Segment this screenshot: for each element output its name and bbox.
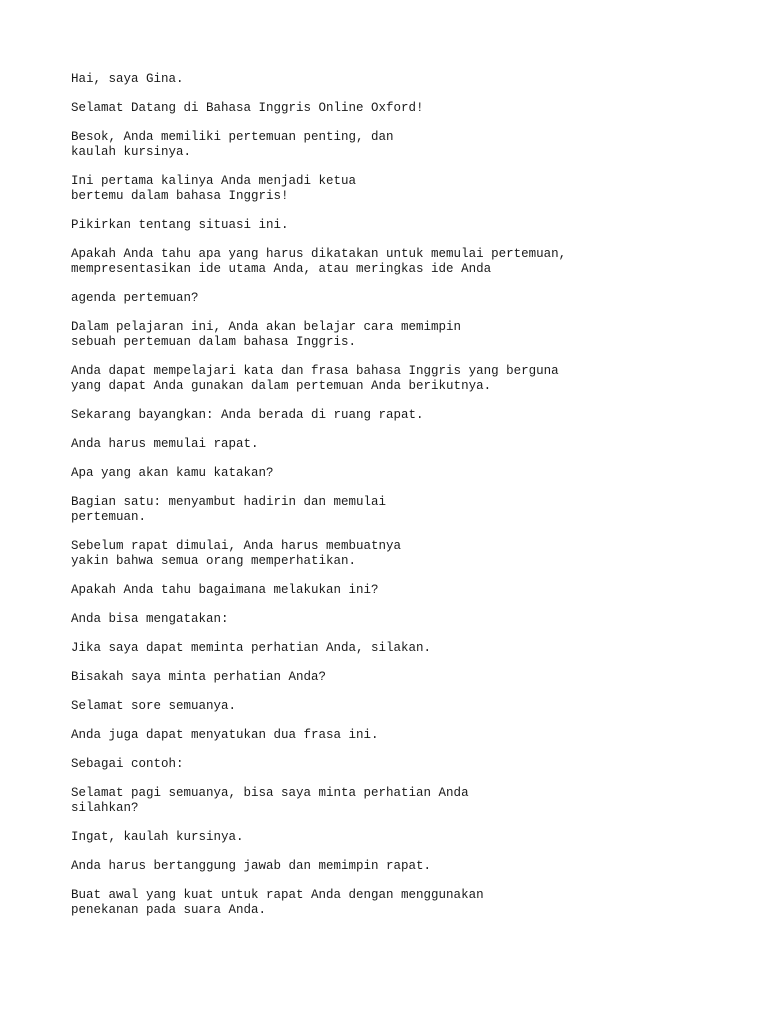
paragraph: Selamat sore semuanya. (71, 699, 237, 713)
paragraph: Ingat, kaulah kursinya. (71, 830, 244, 844)
paragraph: Sekarang bayangkan: Anda berada di ruang rapat. (71, 408, 424, 422)
paragraph: Ini pertama kalinya Anda menjadi ketua bertemu dalam bahasa Inggris! (71, 174, 357, 203)
paragraph: Anda bisa mengatakan: (71, 612, 229, 626)
paragraph: Bagian satu: menyambut hadirin dan memulai pertemuan. (71, 495, 387, 524)
paragraph: Selamat pagi semuanya, bisa saya minta perhatian Anda silahkan? (71, 786, 469, 815)
paragraph: Apakah Anda tahu bagaimana melakukan ini? (71, 583, 379, 597)
paragraph: Bisakah saya minta perhatian Anda? (71, 670, 327, 684)
paragraph: Buat awal yang kuat untuk rapat Anda dengan menggunakan penekanan pada suara Anda. (71, 888, 484, 917)
document-text-body (71, 72, 731, 932)
paragraph: Pikirkan tentang situasi ini. (71, 218, 289, 232)
paragraph: Anda harus bertanggung jawab dan memimpin rapat. (71, 859, 432, 873)
paragraph: Besok, Anda memiliki pertemuan penting, dan kaulah kursinya. (71, 130, 394, 159)
paragraph: Anda harus memulai rapat. (71, 437, 259, 451)
paragraph: agenda pertemuan? (71, 291, 199, 305)
paragraph: Anda juga dapat menyatukan dua frasa ini. (71, 728, 379, 742)
paragraph: Hai, saya Gina. (71, 72, 184, 86)
paragraph: Apakah Anda tahu apa yang harus dikatakan untuk memulai pertemuan, mempresentasikan ide utama Anda, atau meringkas ide Anda (71, 247, 567, 276)
paragraph: Anda dapat mempelajari kata dan frasa bahasa Inggris yang berguna yang dapat Anda gunakan dalam pertemuan Anda berikutnya. (71, 364, 559, 393)
paragraph: Selamat Datang di Bahasa Inggris Online Oxford! (71, 101, 424, 115)
paragraph: Dalam pelajaran ini, Anda akan belajar cara memimpin sebuah pertemuan dalam bahasa Inggris. (71, 320, 462, 349)
paragraph: Apa yang akan kamu katakan? (71, 466, 274, 480)
paragraph: Sebelum rapat dimulai, Anda harus membuatnya yakin bahwa semua orang memperhatikan. (71, 539, 402, 568)
paragraph: Sebagai contoh: (71, 757, 184, 771)
paragraph: Jika saya dapat meminta perhatian Anda, silakan. (71, 641, 432, 655)
